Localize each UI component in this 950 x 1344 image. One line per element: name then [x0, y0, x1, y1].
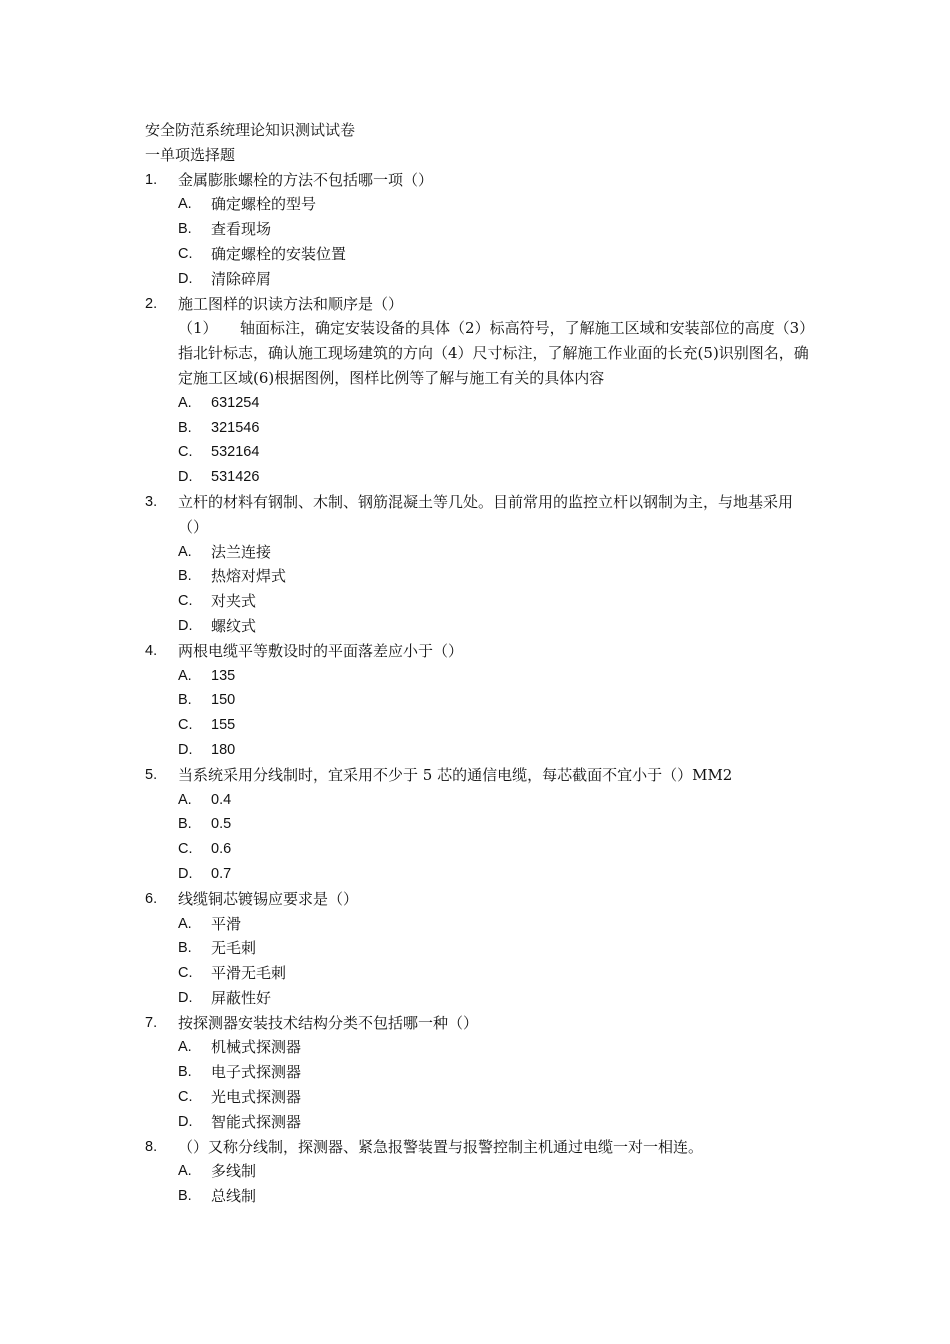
question-number: 8. [145, 1138, 158, 1155]
question-number: 4. [145, 642, 158, 659]
question-2-detail: （1） 轴面标注，确定安装设备的具体（2）标高符号，了解施工区域和安装部位的高度（3）指北针标志，确认施工现场建筑的方向（4）尺寸标注，了解施工作业面的长充(5)识别图名，确定施工区域(6)根据图例，图样比例等了解与施工有关的具体内容 [178, 319, 815, 387]
option-6c [145, 961, 815, 986]
option-label: A. [178, 394, 192, 411]
option-label: A. [178, 1163, 192, 1180]
option-4d [145, 738, 815, 763]
question-text: 两根电缆平等敷设时的平面落差应小于（） [178, 641, 464, 660]
option-label: D. [178, 1113, 193, 1130]
option-1a [145, 192, 815, 217]
option-6d [145, 986, 815, 1011]
option-label: D. [178, 270, 193, 287]
question-6 [145, 887, 815, 912]
option-text: 对夹式 [211, 592, 257, 611]
document-content [145, 118, 815, 1209]
option-text: 屏蔽性好 [211, 988, 272, 1007]
option-label: B. [178, 419, 192, 436]
option-2c [145, 440, 815, 465]
option-text: 确定螺栓的安装位置 [211, 244, 347, 263]
option-2d [145, 465, 815, 490]
option-7d [145, 1110, 815, 1135]
question-number: 7. [145, 1014, 158, 1031]
option-label: B. [178, 940, 192, 957]
option-label: A. [178, 791, 192, 808]
question-1 [145, 168, 815, 193]
option-7c [145, 1085, 815, 1110]
option-label: A. [178, 196, 192, 213]
option-label: B. [178, 692, 192, 709]
option-3a [145, 540, 815, 565]
option-text: 平滑 [211, 914, 242, 933]
option-4a [145, 664, 815, 689]
question-text: 施工图样的识读方法和顺序是（） [178, 294, 404, 313]
option-4c [145, 713, 815, 738]
option-label: C. [178, 245, 193, 262]
option-text: 0.4 [211, 791, 232, 808]
option-1b [145, 217, 815, 242]
option-5d [145, 862, 815, 887]
option-text: 0.6 [211, 841, 232, 858]
option-label: C. [178, 593, 193, 610]
option-text: 热熔对焊式 [211, 567, 287, 586]
question-number: 5. [145, 766, 158, 783]
question-number: 1. [145, 171, 158, 188]
question-text: 金属膨胀螺栓的方法不包括哪一项（） [178, 170, 434, 189]
option-text: 0.5 [211, 816, 232, 833]
option-text: 531426 [211, 469, 260, 486]
option-text: 总线制 [211, 1187, 257, 1206]
option-text: 631254 [211, 394, 260, 411]
option-text: 智能式探测器 [211, 1112, 302, 1131]
section-heading: 一单项选择题 [145, 145, 236, 164]
question-text: （）又称分线制，探测器、紧急报警装置与报警控制主机通过电缆一对一相连。 [178, 1137, 704, 1156]
question-3 [145, 490, 815, 540]
question-7 [145, 1011, 815, 1036]
option-3d [145, 614, 815, 639]
option-label: B. [178, 221, 192, 238]
option-label: D. [178, 989, 193, 1006]
document-title: 安全防范系统理论知识测试试卷 [145, 121, 356, 139]
option-text: 321546 [211, 419, 260, 436]
option-label: B. [178, 568, 192, 585]
option-label: A. [178, 543, 192, 560]
question-number: 2. [145, 295, 158, 312]
option-text: 机械式探测器 [211, 1038, 302, 1057]
option-text: 查看现场 [211, 220, 272, 239]
option-3b [145, 564, 815, 589]
option-text: 平滑无毛刺 [211, 964, 287, 983]
option-label: C. [178, 841, 193, 858]
option-text: 螺纹式 [211, 616, 257, 635]
option-8b [145, 1184, 815, 1209]
option-label: A. [178, 915, 192, 932]
option-label: B. [178, 816, 192, 833]
question-8 [145, 1135, 815, 1160]
option-label: C. [178, 717, 193, 734]
option-text: 电子式探测器 [211, 1063, 302, 1082]
option-label: A. [178, 1039, 192, 1056]
option-text: 135 [211, 667, 236, 684]
option-label: D. [178, 741, 193, 758]
option-text: 确定螺栓的型号 [211, 195, 317, 214]
option-2a [145, 391, 815, 416]
option-6b [145, 936, 815, 961]
option-7a [145, 1035, 815, 1060]
option-1c [145, 242, 815, 267]
option-label: C. [178, 965, 193, 982]
option-text: 光电式探测器 [211, 1088, 302, 1107]
option-5c [145, 837, 815, 862]
option-label: B. [178, 1064, 192, 1081]
option-text: 清除碎屑 [211, 269, 272, 288]
option-text: 0.7 [211, 865, 232, 882]
option-8a [145, 1159, 815, 1184]
question-text: 当系统采用分线制时，宜采用不少于 5 芯的通信电缆，每芯截面不宜小于（）MM2 [178, 765, 733, 784]
option-text: 150 [211, 692, 236, 709]
option-label: B. [178, 1188, 192, 1205]
option-text: 155 [211, 717, 236, 734]
option-label: D. [178, 865, 193, 882]
option-text: 无毛刺 [211, 939, 257, 958]
option-label: C. [178, 1089, 193, 1106]
option-text: 180 [211, 741, 236, 758]
option-3c [145, 589, 815, 614]
question-text: 线缆铜芯镀锡应要求是（） [178, 889, 359, 908]
option-5b [145, 812, 815, 837]
question-number: 6. [145, 890, 158, 907]
option-1d [145, 267, 815, 292]
option-7b [145, 1060, 815, 1085]
option-text: 532164 [211, 444, 260, 461]
option-label: D. [178, 469, 193, 486]
option-text: 多线制 [211, 1162, 257, 1181]
option-6a [145, 912, 815, 937]
option-2b [145, 416, 815, 441]
option-4b [145, 688, 815, 713]
option-text: 法兰连接 [211, 542, 272, 561]
question-4 [145, 639, 815, 664]
option-5a [145, 788, 815, 813]
option-label: D. [178, 617, 193, 634]
question-2 [145, 292, 815, 317]
option-label: C. [178, 444, 193, 461]
question-text: 按探测器安装技术结构分类不包括哪一种（） [178, 1013, 479, 1032]
question-number: 3. [145, 493, 158, 510]
question-5 [145, 763, 815, 788]
option-label: A. [178, 667, 192, 684]
question-text: 立杆的材料有钢制、木制、钢筋混凝土等几处。目前常用的监控立杆以钢制为主，与地基采用（） [178, 492, 794, 536]
